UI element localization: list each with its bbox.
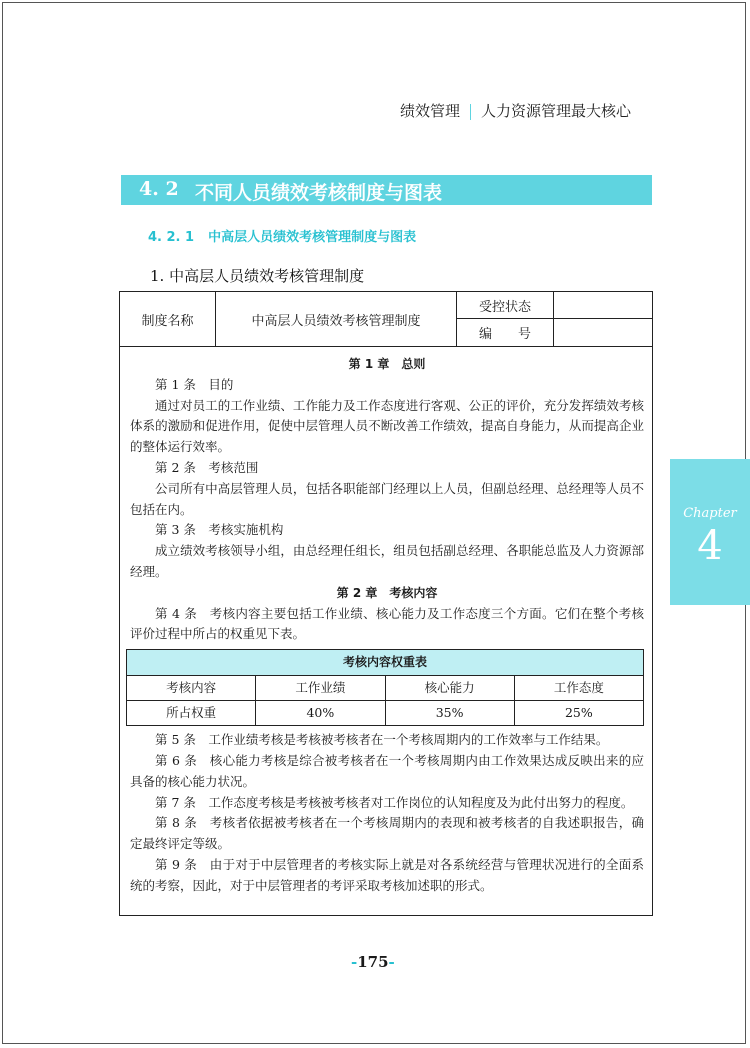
weights-header-row: [127, 676, 644, 701]
status-value: [554, 292, 652, 319]
section-heading: [121, 175, 652, 205]
running-header: [400, 100, 660, 121]
article-8-text: 第 8 条 考核者依据被考核者在一个考核周期内的表现和被考核者的自我述职报告，确定最终评定等级。: [130, 815, 644, 852]
article-9-text: 第 9 条 由于对于中层管理者的考核实际上就是对各系统经营与管理状况进行的全面系统的考察，因此，对于中层管理者的考评采取考核加述职的形式。: [130, 856, 644, 893]
subsection-number: 4. 2. 1: [148, 230, 195, 245]
page-number-value: 175: [357, 953, 389, 971]
weights-header-cell: 工作业绩: [256, 676, 385, 701]
regulation-table: [119, 291, 653, 916]
article-3-text: 成立绩效考核领导小组，由总经理任组长，组员包括副总经理、各职能总监及人力资源部经理。: [130, 543, 644, 579]
header-separator: [470, 104, 471, 120]
header-title: 人力资源管理最大核心: [481, 102, 632, 120]
article-4-text: 第 4 条 考核内容主要包括工作业绩、核心能力及工作态度三个方面。它们在整个考核评价过程中所占的权重见下表。: [130, 605, 644, 642]
chapter-2-heading: 第 2 章 考核内容: [336, 585, 438, 600]
subsection-heading: [148, 226, 416, 245]
weights-value-cell: 25%: [514, 701, 643, 726]
name-value: 中高层人员绩效考核管理制度: [216, 292, 457, 346]
article-3-title: 第 3 条 考核实施机构: [155, 522, 284, 538]
subsection-title: 中高层人员绩效考核管理制度与图表: [208, 230, 417, 245]
status-label: 受控状态: [457, 292, 554, 319]
article-6-text: 第 6 条 核心能力考核是综合被考核者在一个考核周期内由工作效果达成反映出来的应具备的核心能力状况。: [130, 752, 644, 789]
weights-value-cell: 所占权重: [127, 701, 256, 726]
weights-value-cell: 35%: [385, 701, 514, 726]
article-7-text: 第 7 条 工作态度考核是考核被考核者对工作岗位的认知程度及为此付出努力的程度。: [155, 794, 634, 810]
regulation-meta: [120, 292, 652, 347]
article-5-text: 第 5 条 工作业绩考核是考核被考核者在一个考核周期内的工作效率与工作结果。: [155, 732, 609, 748]
number-value: [554, 319, 652, 346]
chapter-tab-number: 4: [697, 523, 723, 569]
article-1-title: 第 1 条 目的: [155, 376, 234, 392]
weights-caption: 考核内容权重表: [127, 650, 644, 676]
weights-table: [126, 649, 644, 726]
number-label: 编 号: [457, 319, 554, 346]
weights-header-cell: 考核内容: [127, 676, 256, 701]
weights-value-cell: 40%: [256, 701, 385, 726]
section-number: 4. 2: [139, 178, 179, 200]
regulation-body: [130, 354, 644, 897]
subheading: 1. 中高层人员绩效考核管理制度: [150, 267, 365, 285]
name-label: 制度名称: [120, 292, 216, 346]
article-2-text: 公司所有中高层管理人员，包括各职能部门经理以上人员，但副总经理、总经理等人员不包括在内。: [130, 480, 644, 517]
weights-header-cell: 核心能力: [385, 676, 514, 701]
page-number: -175-: [351, 953, 395, 971]
header-book: 绩效管理: [400, 102, 461, 120]
chapter-tab-label: Chapter: [683, 506, 737, 521]
chapter-1-heading: 第 1 章 总则: [348, 357, 426, 371]
article-2-title: 第 2 条 考核范围: [155, 459, 259, 475]
article-1-text: 通过对员工的工作业绩、工作能力及工作态度进行客观、公正的评价，充分发挥绩效考核体系的激励和促进作用，促使中层管理人员不断改善工作绩效，提高自身能力，从而提高企业的整体运行效率。: [130, 397, 644, 455]
weights-header-cell: 工作态度: [514, 676, 643, 701]
section-title: 不同人员绩效考核制度与图表: [195, 182, 443, 204]
weights-value-row: [127, 701, 644, 726]
chapter-tab: [670, 459, 750, 605]
